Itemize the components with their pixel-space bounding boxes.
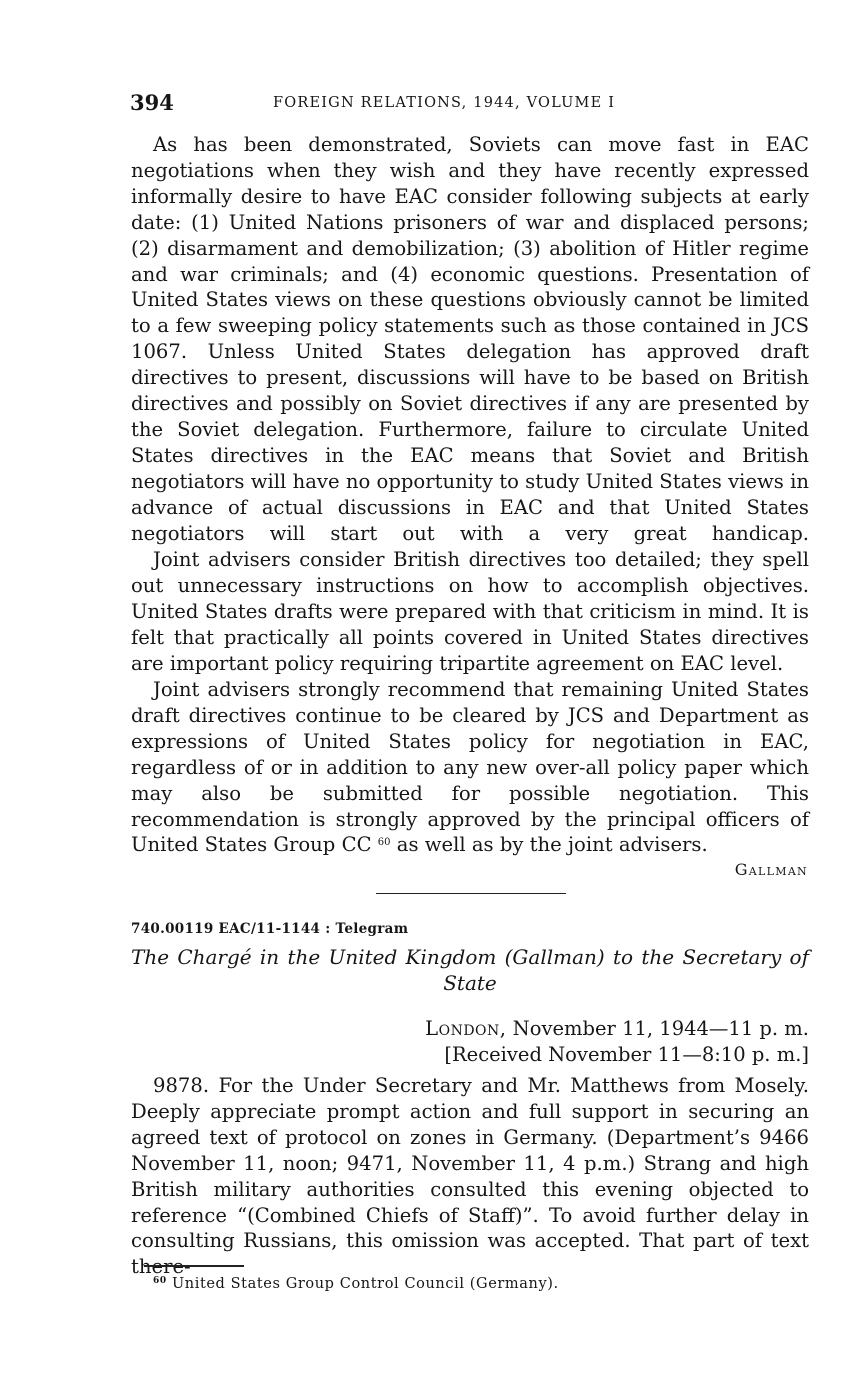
running-title: FOREIGN RELATIONS, 1944, VOLUME I xyxy=(273,95,616,111)
footnote-rule xyxy=(144,1265,244,1267)
footnote xyxy=(153,1276,559,1292)
dateline xyxy=(425,1016,809,1068)
document-id: 740.00119 EAC/11-1144 : Telegram xyxy=(131,921,409,937)
signature: Gallman xyxy=(734,860,808,879)
section-divider xyxy=(376,893,566,894)
page-header xyxy=(130,90,810,118)
document-title: The Chargé in the United Kingdom (Gallman) to the Secretary of State xyxy=(131,945,809,995)
paragraph-3 xyxy=(131,677,809,858)
paragraph-4: 9878. For the Under Secretary and Mr. Matthews from Mosely. Deeply appreciate prompt action and full support in securing an agreed text of protocol on zones in Germany. (Department’s 9466 November 11, noon; 9471, November 11, 4 p.m.) Strang and high British military authorities consulted this evening objected to reference “(Combined Chiefs of Staff)”. To avoid further delay in consulting Russians, this omission was accepted. That part of text there- xyxy=(131,1074,809,1279)
received-line: [Received November 11—8:10 p. m.] xyxy=(444,1042,809,1066)
footnote-text: United States Group Control Council (Germany). xyxy=(166,1276,559,1292)
footnote-reference: 60 xyxy=(377,837,391,849)
place: London, xyxy=(425,1017,507,1040)
paragraph-3-text: Joint advisers strongly recommend that remaining United States draft directives continue to be cleared by JCS and Department as expressions of United States policy for negotiation in EAC, regardless of or in addition to any new over-all policy paper which may also be submitted for possible negotiation. This recommendation is strongly approved by the principal officers of United States Group CC xyxy=(131,678,809,857)
paragraph-1: As has been demonstrated, Soviets can move fast in EAC negotiations when they wish and they have recently expressed informally desire to have EAC consider following subjects at early date: (1) United Nations prisoners of war and displaced persons; (2) disarmament and demobilization; (3) abolition of Hitler regime and war criminals; and (4) economic questions. Presentation of United States views on these questions obviously cannot be limited to a few sweeping policy statements such as those contained in JCS 1067. Unless United States delegation has approved draft directives to present, discussions will have to be based on British directives and possibly on Soviet directives if any are presented by the Soviet delegation. Furthermore, failure to circulate United States directives in the EAC means that Soviet and British negotiators will have no opportunity to study United States views in advance of actual discussions in EAC and that United States negotiators will start out with a very great handicap. xyxy=(131,133,809,545)
page-number: 394 xyxy=(130,90,174,115)
paragraph-3-tail: as well as by the joint advisers. xyxy=(390,833,708,857)
footnote-mark: 60 xyxy=(153,1276,167,1286)
sent-line xyxy=(425,1016,809,1042)
paragraph-2: Joint advisers consider British directives too detailed; they spell out unnecessary instructions on how to accomplish objectives. United States drafts were prepared with that criticism in mind. It is felt that practically all points covered in United States directives are important policy requiring tripartite agreement on EAC level. xyxy=(131,548,809,675)
sent-date: November 11, 1944—11 p. m. xyxy=(506,1017,809,1040)
